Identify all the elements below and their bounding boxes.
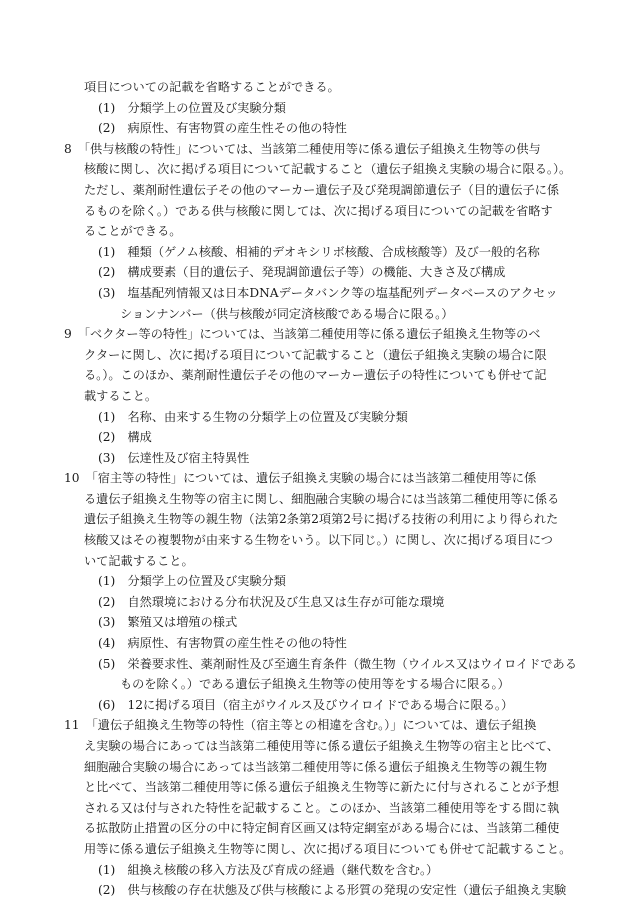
text-line: る遺伝子組換え生物等の宿主に関し、細胞融合実験の場合には当該第二種使用等に係る — [84, 491, 560, 506]
list-item: (3) 塩基配列情報又は日本DNAデータバンク等の塩基配列データベースのアクセッ — [98, 285, 558, 300]
list-item: (1) 種類（ゲノム核酸、相補的デオキシリボ核酸、合成核酸等）及び一般的名称 — [98, 244, 540, 259]
list-item: (2) 構成要素（目的遺伝子、発現調節遺伝子等）の機能、大きさ及び構成 — [98, 265, 506, 280]
section-heading-9: 9 「ベクター等の特性」については、当該第二種使用等に係る遺伝子組換え生物等のベ — [64, 327, 541, 342]
text-line: るものを除く。）である供与核酸に関しては、次に掲げる項目についての記載を省略す — [84, 203, 553, 218]
list-item: (1) 組換え核酸の移入方法及び育成の経過（継代数を含む。） — [98, 862, 439, 877]
list-item: (2) 病原性、有害物質の産生性その他の特性 — [98, 121, 347, 136]
text-line: と比べて、当該第二種使用等に係る遺伝子組換え生物等に新たに付与されることが予想 — [84, 780, 560, 795]
list-item: (1) 分類学上の位置及び実験分類 — [98, 574, 286, 589]
text-line: 核酸に関し、次に掲げる項目について記載すること（遺伝子組換え実験の場合に限る。）。 — [84, 162, 572, 177]
list-item: (1) 分類学上の位置及び実験分類 — [98, 100, 286, 115]
section-heading-8: 8 「供与核酸の特性」については、当該第二種使用等に係る遺伝子組換え生物等の供与 — [64, 141, 541, 156]
text-line: 用等に係る遺伝子組換え生物等に関し、次に掲げる項目についても併せて記載すること。 — [84, 841, 572, 856]
text-line: 載すること。 — [84, 388, 158, 403]
list-item: (2) 供与核酸の存在状態及び供与核酸による形質の発現の安定性（遺伝子組換え実験 — [98, 883, 567, 898]
text-line: ることができる。 — [84, 224, 182, 239]
section-heading-11: 11 「遺伝子組換え生物等の特性（宿主等との相違を含む。）」については、遺伝子組換 — [64, 718, 537, 733]
text-line: クターに関し、次に掲げる項目について記載すること（遺伝子組換え実験の場合に限 — [84, 347, 547, 362]
list-item: (1) 名称、由来する生物の分類学上の位置及び実験分類 — [98, 409, 408, 424]
list-item: (3) 伝達性及び宿主特異性 — [98, 450, 250, 465]
document-body — [64, 77, 577, 901]
text-line: 項目についての記載を省略することができる。 — [84, 80, 340, 94]
text-line: ただし、薬剤耐性遺伝子その他のマーカー遺伝子及び発現調節遺伝子（目的遺伝子に係 — [84, 182, 560, 197]
list-item: (2) 自然環境における分布状況及び生息又は生存が可能な環境 — [98, 594, 445, 609]
text-line: 遺伝子組換え生物等の親生物（法第2条第2項第2号に掲げる技術の利用により得られた — [84, 512, 559, 527]
text-line: る拡散防止措置の区分の中に特定飼育区画又は特定網室がある場合には、当該第二種使 — [84, 821, 560, 836]
text-line: 細胞融合実験の場合にあっては当該第二種使用等に係る遺伝子組換え生物等の親生物 — [84, 759, 548, 774]
list-item: (4) 病原性、有害物質の産生性その他の特性 — [98, 636, 347, 651]
section-heading-10: 10 「宿主等の特性」については、遺伝子組換え実験の場合には当該第二種使用等に係 — [64, 471, 537, 486]
list-item-continuation: ものを除く。）である遺伝子組換え生物等の使用等をする場合に限る。） — [120, 677, 510, 692]
list-item: (6) 12に掲げる項目（宿主がウイルス及びウイロイドである場合に限る。） — [98, 697, 514, 712]
list-item: (3) 繁殖又は増殖の様式 — [98, 615, 238, 630]
list-item: (5) 栄養要求性、薬剤耐性及び至適生育条件（微生物（ウイルス又はウイロイドである — [98, 656, 577, 671]
text-line: いて記載すること。 — [84, 553, 194, 568]
list-item: (2) 構成 — [98, 430, 152, 445]
list-item-continuation: ションナンバー（供与核酸が同定済核酸である場合に限る。） — [120, 306, 454, 321]
text-line: される又は付与された特性を記載すること。このほか、当該第二種使用等をする間に執 — [84, 800, 560, 815]
text-line: 核酸又はその複製物が由来する生物をいう。以下同じ。）に関し、次に掲げる項目につ — [84, 533, 553, 548]
text-line: る。）。このほか、薬剤耐性遺伝子その他のマーカー遺伝子の特性についても併せて記 — [84, 368, 547, 383]
text-line: え実験の場合にあっては当該第二種使用等に係る遺伝子組換え生物等の宿主と比べて、 — [84, 739, 559, 753]
